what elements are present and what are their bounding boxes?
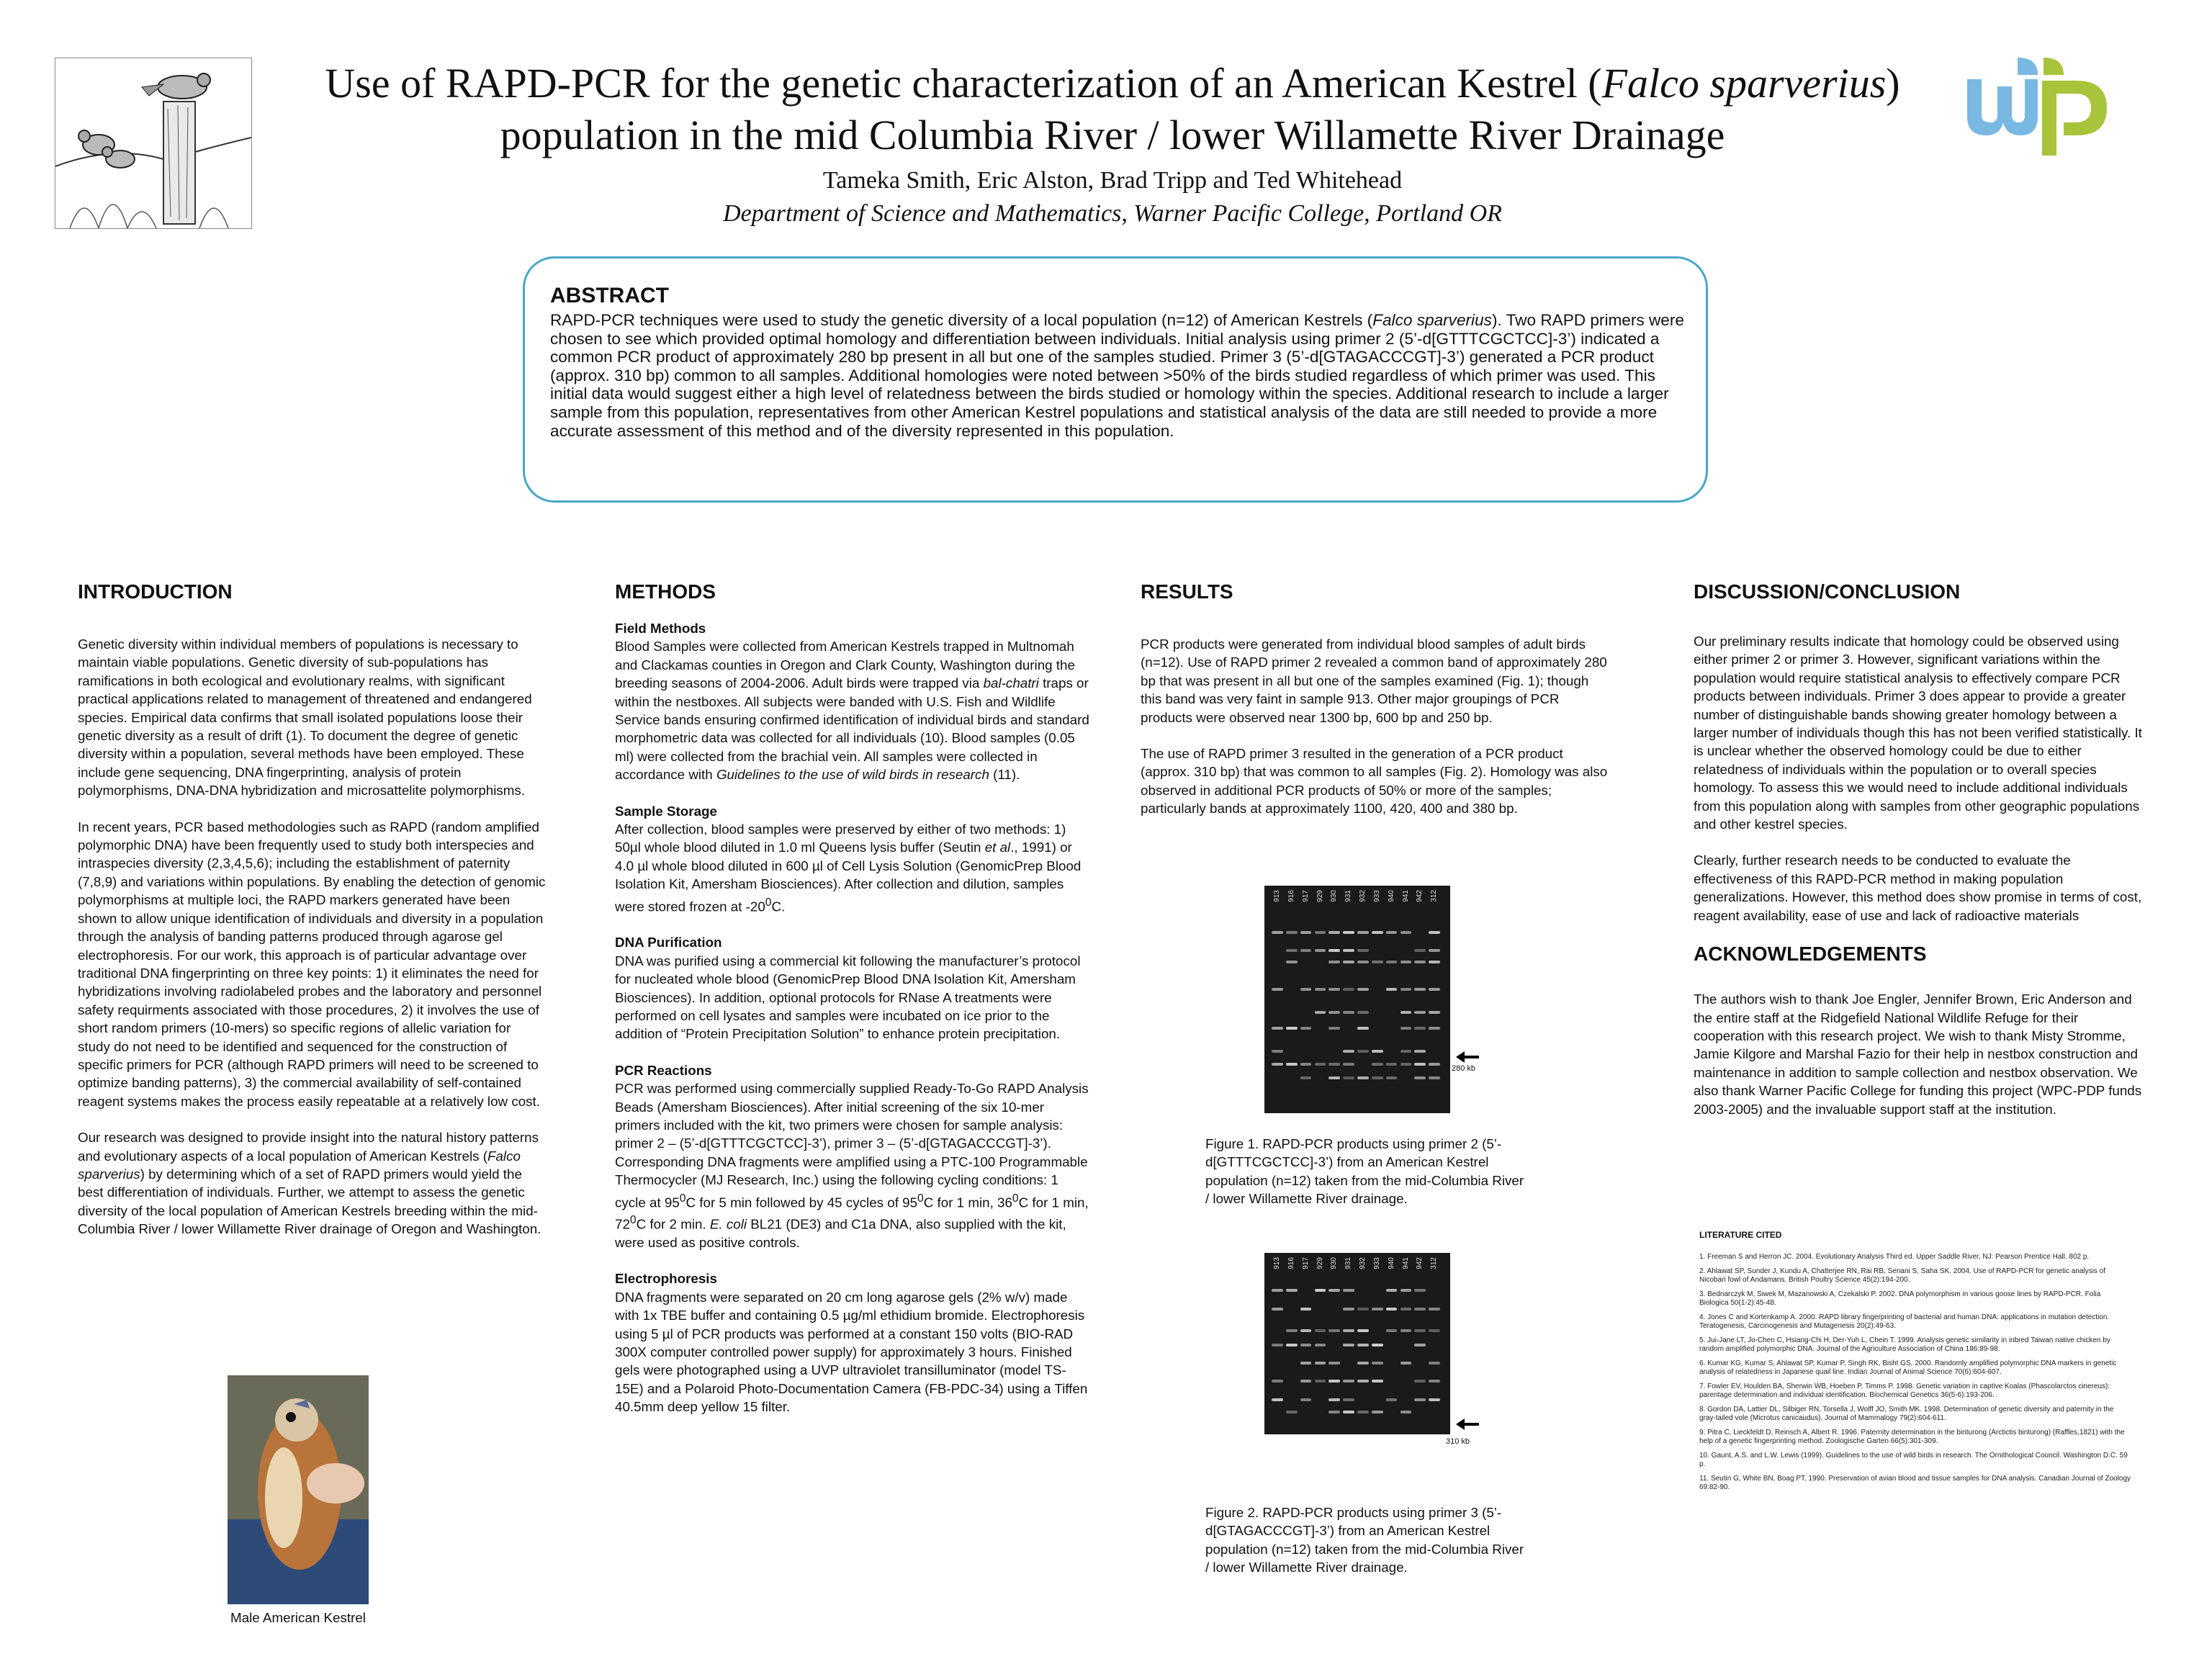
- gel-band: [1286, 961, 1298, 963]
- gel-band: [1328, 961, 1340, 963]
- gel-band: [1286, 949, 1298, 952]
- gel-band: [1315, 931, 1326, 934]
- pcr-b: C for 5 min followed by 45 cycles of 95: [685, 1194, 918, 1210]
- storage-a: After collection, blood samples were preserved by either of two methods: 1) 50µl whole blood diluted in 1.0 ml Queens lysis buffer (Seutin: [615, 822, 1066, 855]
- gel-band: [1401, 1063, 1412, 1066]
- results-paragraph-2: The use of RAPD primer 3 resulted in the generation of a PCR product (approx. 310 bp) that was common to all samples (Fig. 2). Homology was also observed in additional PCR products of 50% or more of the samples; particularly bands at approximately 1100, 420, 400 and 380 bp.: [1141, 746, 1608, 817]
- gel-band: [1272, 931, 1283, 934]
- pcr-c: C for 1 min, 36: [923, 1194, 1012, 1210]
- figure-2-caption: Figure 2. RAPD-PCR products using primer 3 (5’-d[GTAGACCCGT]-3’) from an American Kestrel population (n=12) taken from the mid-Columbia River / lower Willamette River drainage.: [1205, 1505, 1524, 1575]
- gel-band: [1386, 1076, 1398, 1079]
- gel-band: [1414, 1076, 1426, 1079]
- gel-band: [1315, 988, 1326, 991]
- gel-band: [1343, 1063, 1354, 1066]
- gel-band: [1414, 1398, 1426, 1401]
- gel-band: [1272, 1050, 1283, 1053]
- gel-band: [1386, 931, 1398, 934]
- gel-band: [1272, 988, 1283, 991]
- gel-band: [1272, 1027, 1283, 1030]
- gel-band: [1343, 949, 1354, 952]
- gel-band: [1343, 988, 1354, 991]
- pcr-sup-4: 0: [629, 1214, 637, 1227]
- gel-band: [1386, 1329, 1398, 1332]
- gel-band: [1343, 1380, 1354, 1382]
- discussion-paragraph-2: Clearly, further research needs to be conducted to evaluate the effectiveness of this RAPD-PCR method in making population generalizations. However, this method does show promise in terms of cost, reagent availability, ease of use and lack of radioactive materials: [1694, 853, 2142, 923]
- gel-band: [1328, 949, 1340, 952]
- marker-arrow-icon: [1463, 1423, 1479, 1426]
- gel-band: [1315, 1289, 1326, 1292]
- gel-band: [1429, 988, 1440, 991]
- gel-band: [1343, 1411, 1354, 1413]
- pcr-italic: E. coli: [709, 1216, 747, 1232]
- gel-band: [1357, 1308, 1369, 1310]
- gel-image-figure-2: [1264, 1253, 1450, 1434]
- gel-band: [1300, 1398, 1312, 1401]
- methods-heading: METHODS: [615, 580, 716, 603]
- pcr-reactions-heading: PCR Reactions: [615, 1062, 712, 1078]
- gel-band: [1372, 1344, 1383, 1346]
- gel-band: [1328, 1398, 1340, 1401]
- gel-band: [1286, 1027, 1298, 1030]
- lane-label: 929: [1316, 890, 1324, 902]
- title-line1-end: ): [1886, 60, 1900, 107]
- lane-label: 932: [1359, 890, 1367, 902]
- pcr-sup-2: 0: [917, 1192, 924, 1205]
- intro-p3-species: Falco sparverius: [78, 1148, 521, 1182]
- methods-section: [615, 580, 1090, 1434]
- gel-band: [1343, 1344, 1354, 1346]
- gel-band: [1315, 1329, 1326, 1332]
- gel-band: [1372, 1308, 1383, 1310]
- lane-label: 941: [1401, 1257, 1410, 1269]
- gel-band: [1343, 1329, 1354, 1332]
- gel-band: [1300, 949, 1312, 952]
- acknowledgements-text: The authors wish to thank Joe Engler, Jennifer Brown, Eric Anderson and the entire staff at the Ridgefield National Wildlife Refuge for their cooperation with this research project. We wish to thank Misty Stromme, Jamie Kilgore and Marshal Fazio for their help in nestbox construction and maintenance in addition to sample collection and nestbox observation. We also thank Warner Pacific College for funding this project (WPC-PDP funds 2003-2005) and the invaluable support staff at the institution.: [1694, 992, 2142, 1117]
- results-paragraph-1: PCR products were generated from individual blood samples of adult birds (n=12). Use of RAPD primer 2 revealed a common band of approximately 280 bp that was present in all but one of the samples examined (Fig. 1); though this band was very faint in sample 913. Other major groupings of PCR products were observed near 1300 bp, 600 bp and 250 bp.: [1141, 637, 1607, 725]
- abstract-text: [550, 311, 1688, 440]
- gel-band: [1272, 1289, 1283, 1292]
- field-italic-2: Guidelines to the use of wild birds in research: [716, 767, 989, 783]
- abstract-text-b: ). Two RAPD primers were chosen to see which provided optimal homology and differentiation between individuals. Initial analysis using primer 2 (5’-d[GTTTCGCTCC]-3’) indicated a common PCR product of approximately 280 bp present in all but one of the samples studied. Primer 3 (5’-d[GTAGACCCGT]-3’) generated a PCR product (approx. 310 bp) common to all samples. Additional homologies were noted between >50% of the birds studied regardless of which primer was used. This initial data would suggest either a high level of relatedness between the birds studied or homology within the species. Additional research to include a larger sample from this population, representatives from other American Kestrel populations and statistical analysis of the data are still needed to provide a more accurate assessment of this method and of the diversity represented in this population.: [550, 311, 1684, 440]
- reference-item: 2. Ahlawat SP, Sunder J, Kundu A, Chatterjee RN, Rai RB, Senani S, Saha SK. 2004. Use of RAPD-PCR for genetic analysis of Nicobari fowl of Andamans. British Poultry Science 45(2):194-200.: [1699, 1267, 2106, 1284]
- lane-label: 913: [1273, 890, 1281, 902]
- reference-item: 9. Pitra C, Lieckfeldt D, Reinsch A, Albert R. 1996. Paternity determination in the binturong (Arctictis binturong) (Raffles,1821) with the help of a genetic fingerprinting method. Zoologische Garten 66(5):301-309.: [1699, 1429, 2125, 1445]
- gel-band: [1429, 1063, 1440, 1066]
- gel-band: [1414, 1344, 1426, 1346]
- gel-band: [1357, 1380, 1369, 1382]
- lane-label: 941: [1401, 890, 1410, 902]
- abstract-species: Falco sparverius: [1372, 311, 1492, 329]
- gel-band: [1372, 1076, 1383, 1079]
- affiliation: Department of Science and Mathematics, Warner Pacific College, Portland OR: [723, 200, 1502, 227]
- gel-band: [1414, 1308, 1426, 1310]
- gel-band: [1401, 1362, 1412, 1364]
- gel-band: [1372, 1063, 1383, 1066]
- gel-band: [1300, 1362, 1312, 1364]
- gel-band: [1401, 961, 1412, 963]
- sample-storage-heading: Sample Storage: [615, 803, 717, 819]
- title-line2: population in the mid Columbia River / lower Willamette River Drainage: [500, 112, 1725, 158]
- gel-band: [1343, 1050, 1354, 1053]
- lane-label: 916: [1287, 890, 1295, 902]
- gel-band: [1386, 961, 1398, 963]
- lane-label: 940: [1387, 1257, 1395, 1269]
- reference-item: 5. Jui-Jane LT, Jo-Chen C, Hsiang-Chi H, Der-Yuh L, Chein T. 1999. Analysis genetic similarity in inbred Taiwan native chicken by random amplified polymorphic DNA. Journal of the Agriculture Association of China 186:89-98.: [1699, 1336, 2110, 1353]
- gel-band: [1315, 1063, 1326, 1066]
- gel-band: [1414, 1289, 1426, 1292]
- lane-label: 929: [1316, 1257, 1324, 1269]
- gel-band: [1343, 1289, 1354, 1292]
- gel-band: [1429, 1398, 1440, 1401]
- photo-caption: Male American Kestrel: [230, 1610, 366, 1625]
- electrophoresis-text: DNA fragments were separated on 20 cm long agarose gels (2% w/v) made with 1x TBE buffer and containing 0.5 µg/ml ethidium bromide. Electrophoresis using 5 µl of PCR products was performed at a constant 150 volts (BIO-RAD 300X computer controlled power supply) for approximately 3 hours. Finished gels were photographed using a UVP ultraviolet transilluminator (model TS-15E) and a Polaroid Photo-Documentation Camera (FB-PDC-34) using a Tiffen 40.5mm deep yellow 15 filter.: [615, 1289, 1088, 1415]
- gel-band: [1300, 1063, 1312, 1066]
- reference-item: 3. Bednarczyk M, Siwek M, Mazanowski A, Czekalski P. 2002. DNA polymorphism in various goose lines by RAPD-PCR. Folia Biologica 50(1-2):45-48.: [1699, 1290, 2101, 1307]
- gel-band: [1315, 1344, 1326, 1346]
- gel-band: [1386, 1289, 1398, 1292]
- gel-band: [1401, 1050, 1412, 1053]
- gel-band: [1414, 1011, 1426, 1014]
- gel-band: [1328, 1329, 1340, 1332]
- gel-band: [1357, 949, 1369, 952]
- gel-band: [1328, 1027, 1340, 1030]
- gel-band: [1343, 961, 1354, 963]
- gel-band: [1328, 1076, 1340, 1079]
- field-italic-1: bal-chatri: [983, 675, 1039, 691]
- kestrel-sketch-icon: [55, 58, 252, 229]
- abstract-heading: ABSTRACT: [550, 284, 669, 307]
- results-heading: RESULTS: [1141, 580, 1233, 603]
- gel-band: [1286, 1411, 1298, 1413]
- lane-label: 930: [1330, 1257, 1339, 1269]
- gel-band: [1286, 1344, 1298, 1346]
- introduction-section: [78, 580, 546, 1256]
- reference-item: 6. Kumar KG, Kumar S, Ahlawat SP, Kumar P, Singh RK, Bisht GS. 2000. Randomly amplified polymorphic DNA markers in genetic analysis of relatedness in Japanese quail line. Indian Journal of Animal Science 70(6):604-607.: [1699, 1359, 2117, 1376]
- gel-band: [1272, 1344, 1283, 1346]
- lane-label: 312: [1430, 890, 1439, 902]
- dna-purification-heading: DNA Purification: [615, 935, 722, 950]
- gel-band: [1328, 988, 1340, 991]
- intro-paragraph-2: In recent years, PCR based methodologies such as RAPD (random amplified polymorphic DNA) have been frequently used to study both interspecies and intraspecies diversity (2,3,4,5,6); including the establishment of paternity (7,8,9) and variations within populations. By enabling the detection of genomic polymorphisms at multiple loci, the RAPD markers generated have been shown to allow unique identification of individuals and diversity in a population through the analysis of banding patterns produced through agarose gel electrophoresis. For our work, this approach is of particular advantage over traditional DNA fingerprinting on three key points: 1) it eliminates the need for hybridizations involving radiolabeled probes and the laboratory and personnel safety requirments associated with those procedures, 2) it involves the use of short random primers (10-mers) so specific regions of allelic variation for study do not need to be identified and sequenced for the construction of specific primers for PCR (although RAPD primers will need to be screened to optimize banding patterns), 3) the commercial availability of self-contained reagent systems makes the process easily repeatable at a relatively low cost.: [78, 819, 546, 1109]
- figure-1-caption: Figure 1. RAPD-PCR products using primer 2 (5’-d[GTTTCGCTCC]-3’) from an American Kestrel population (n=12) taken from the mid-Columbia River / lower Willamette River drainage.: [1205, 1136, 1524, 1207]
- gel-band: [1429, 1380, 1440, 1382]
- gel-band: [1272, 1063, 1283, 1066]
- gel-band: [1372, 1380, 1383, 1382]
- storage-italic: et al: [984, 840, 1011, 855]
- gel-band: [1429, 1076, 1440, 1079]
- gel-band: [1328, 1380, 1340, 1382]
- gel-band: [1272, 1308, 1283, 1310]
- lane-label: 931: [1344, 890, 1353, 902]
- gel-band: [1357, 1411, 1369, 1413]
- intro-p3-a: Our research was designed to provide insight into the natural history patterns and evolutionary aspects of a local population of American Kestrels (: [78, 1130, 539, 1164]
- gel-band: [1286, 1329, 1298, 1332]
- reference-item: 1. Freeman S and Herron JC. 2004. Evolutionary Analysis Third ed. Upper Saddle River, NJ: Pearson Prentice Hall. 802 p.: [1699, 1253, 2090, 1261]
- gel-band: [1300, 1380, 1312, 1382]
- discussion-section: [1694, 580, 2147, 1136]
- authors: Tameka Smith, Eric Alston, Brad Tripp and Ted Whitehead: [822, 167, 1403, 194]
- kestrel-photo: [228, 1375, 369, 1604]
- gel-band: [1286, 931, 1298, 934]
- gel-band: [1429, 1329, 1440, 1332]
- lane-label: 933: [1372, 1257, 1381, 1269]
- reference-item: 10. Gaunt, A.S. and L.W. Lewis (1999). Guidelines to the use of wild birds in research. The Ornithological Council. Washington D.C. 59 p.: [1699, 1452, 2128, 1468]
- gel-band: [1343, 1398, 1354, 1401]
- gel-band: [1328, 931, 1340, 934]
- lane-label: 931: [1344, 1257, 1353, 1269]
- gel-band: [1401, 1289, 1412, 1292]
- gel-band: [1429, 931, 1440, 934]
- storage-sup: 0: [765, 896, 772, 909]
- gel-band: [1429, 1362, 1440, 1364]
- lane-label: 940: [1387, 890, 1395, 902]
- title-species: Falco sparverius: [1601, 60, 1887, 107]
- gel-band: [1386, 988, 1398, 991]
- gel-band: [1328, 1011, 1340, 1014]
- gel-band: [1372, 1050, 1383, 1053]
- acknowledgements-heading: ACKNOWLEDGEMENTS: [1694, 943, 1927, 966]
- gel-band: [1401, 1329, 1412, 1332]
- poster-title: [274, 58, 1951, 161]
- lane-label: 916: [1287, 1257, 1295, 1269]
- gel-band: [1429, 961, 1440, 963]
- gel-band: [1357, 1076, 1369, 1079]
- electrophoresis-heading: Electrophoresis: [615, 1271, 717, 1287]
- storage-c: C.: [771, 898, 786, 914]
- gel-band: [1414, 1380, 1426, 1382]
- pcr-f: BL21 (DE3) and C1a DNA, also supplied with the kit, were used as positive controls.: [615, 1216, 1066, 1250]
- gel-band: [1286, 1063, 1298, 1066]
- gel-band: [1414, 1050, 1426, 1053]
- gel-band: [1343, 931, 1354, 934]
- lane-label: 942: [1416, 890, 1424, 902]
- gel-band: [1328, 1063, 1340, 1066]
- gel-band: [1357, 1344, 1369, 1346]
- discussion-paragraph-1: Our preliminary results indicate that homology could be observed using either primer 2 or primer 3. However, significant variations within the population would require statistical analysis to effectively compare PCR products between individuals. Primer 3 does appear to provide a greater number of distinguishable bands showing greater homology between a larger number of individuals though this has not been verified statistically. It is unclear whether the observed homology could be due to either relatedness of individuals within the population or to overall species homology. To assess this we would need to include additional individuals from this population along with samples from other geographic populations and other kestrel species.: [1694, 634, 2142, 832]
- gel-band: [1357, 931, 1369, 934]
- gel-band: [1357, 1329, 1369, 1332]
- gel-band: [1401, 931, 1412, 934]
- results-section: [1141, 580, 1609, 836]
- field-methods-heading: Field Methods: [615, 621, 706, 636]
- gel-band: [1357, 961, 1369, 963]
- gel-band: [1357, 1050, 1369, 1053]
- literature-heading: LITERATURE CITED: [1699, 1230, 1782, 1240]
- pcr-e: C for 2 min.: [636, 1216, 710, 1232]
- lane-label: 917: [1301, 1257, 1310, 1269]
- reference-item: 4. Jones C and Kortenkamp A. 2000. RAPD library fingerprinting of bacterial and human DNA: applications in mutation detection. Teratogenesis, Carcinogenesis and Mutagenesis 20(2):49-63.: [1699, 1313, 2110, 1330]
- lane-label: 913: [1273, 1257, 1281, 1269]
- gel-band: [1401, 988, 1412, 991]
- sample-storage-text: [615, 820, 1090, 915]
- gel-band: [1328, 1362, 1340, 1364]
- fig1-marker-label: 280 kb: [1452, 1064, 1476, 1073]
- pcr-reactions-text: [615, 1079, 1090, 1251]
- gel-band: [1414, 1329, 1426, 1332]
- gel-band: [1343, 1076, 1354, 1079]
- marker-arrow-icon: [1463, 1056, 1479, 1058]
- gel-band: [1401, 1308, 1412, 1310]
- gel-band: [1315, 1362, 1326, 1364]
- discussion-heading: DISCUSSION/CONCLUSION: [1694, 580, 1961, 603]
- field-a: Blood Samples were collected from American Kestrels trapped in Multnomah and Clackamas counties in Oregon and Clark County, Washington during the breeding seasons of 2004-2006. Adult birds were trapped via: [615, 639, 1075, 691]
- gel-band: [1386, 1398, 1398, 1401]
- lane-label: 312: [1430, 1257, 1439, 1269]
- gel-band: [1372, 961, 1383, 963]
- fig2-marker-label: 310 kb: [1446, 1437, 1470, 1446]
- gel-band: [1328, 1411, 1340, 1413]
- lane-label: 942: [1416, 1257, 1424, 1269]
- gel-band: [1272, 1398, 1283, 1401]
- lane-label: 930: [1330, 890, 1339, 902]
- gel-band: [1315, 949, 1326, 952]
- gel-band: [1272, 1380, 1283, 1382]
- gel-band: [1372, 931, 1383, 934]
- gel-band: [1286, 1289, 1298, 1292]
- gel-image-figure-1: [1264, 886, 1450, 1113]
- storage-b: ., 1991) or 4.0 µl whole blood diluted in 600 µl of Cell Lysis Solution (GenomicPrep Blood Isolation Kit, Amersham Biosciences). After collection and dilution, samples were stored frozen at -20: [615, 840, 1082, 914]
- gel-band: [1357, 988, 1369, 991]
- gel-band: [1429, 1011, 1440, 1014]
- pcr-sup-1: 0: [679, 1192, 686, 1205]
- gel-band: [1429, 1308, 1440, 1310]
- reference-item: 8. Gordon DA, Lattier DL, Silbiger RN, Torsella J, Wolff JO, Smith MK. 1998. Determination of genetic diversity and paternity in the gray-tailed vole (Microtus canicaudus). Journal of Mammalogy 79(2):604-611.: [1699, 1406, 2114, 1422]
- lane-label: 932: [1359, 1257, 1367, 1269]
- gel-band: [1414, 1063, 1426, 1066]
- lane-label: 933: [1372, 890, 1381, 902]
- pcr-a: PCR was performed using commercially supplied Ready-To-Go RAPD Analysis Beads (Amersham Biosciences). After initial screening of the six 10-mer primers included with the kit, two primers were chosen for sample analysis: primer 2 – (5’-d[GTTTCGCTCC]-3’), primer 3 – (5’-d[GTAGACCCGT]-3’). Corresponding DNA fragments were amplified using a PTC-100 Programmable Thermocycler (MJ Research, Inc.) using the following cycling conditions: 1 cycle at 95: [615, 1081, 1089, 1210]
- gel-band: [1300, 1329, 1312, 1332]
- gel-band: [1328, 1289, 1340, 1292]
- wp-logo-icon: [1963, 58, 2123, 156]
- gel-band: [1300, 1076, 1312, 1079]
- gel-band: [1401, 1011, 1412, 1014]
- gel-band: [1401, 1411, 1412, 1413]
- field-methods-text: [615, 637, 1090, 783]
- abstract-text-a: RAPD-PCR techniques were used to study the genetic diversity of a local population (n=12) of American Kestrels (: [550, 311, 1373, 329]
- field-b: traps or within the nestboxes. All subjects were banded with U.S. Fish and Wildlife Service bands ensuring confirmed identification of individual birds and standard morphometric data was collected for all individuals (10). Blood samples (0.05 ml) were collected from the brachial vein. All samples were collected in accordance with: [615, 675, 1089, 783]
- gel-band: [1414, 988, 1426, 991]
- gel-band: [1386, 1063, 1398, 1066]
- gel-band: [1429, 1027, 1440, 1030]
- gel-band: [1300, 931, 1312, 934]
- gel-band: [1315, 1011, 1326, 1014]
- introduction-heading: INTRODUCTION: [78, 580, 233, 603]
- gel-band: [1300, 988, 1312, 991]
- reference-item: 7. Fowler EV, Houlden BA, Sherwin WB, Hoeben P, Timms P. 1998. Genetic variation in captive Koalas (Phascolarctos cinereus): parentage determination and individual identification. Biochemical Genetics 36(5-6):193-206.: [1699, 1382, 2110, 1399]
- gel-band: [1357, 1011, 1369, 1014]
- gel-band: [1315, 1380, 1326, 1382]
- lane-label: 917: [1301, 890, 1310, 902]
- gel-band: [1401, 1027, 1412, 1030]
- gel-band: [1343, 1011, 1354, 1014]
- dna-purification-text: DNA was purified using a commercial kit following the manufacturer’s protocol for nucleated whole blood (GenomicPrep Blood DNA Isolation Kit, Amersham Biosciences). In addition, optional protocols for RNase A treatments were performed on cell lysates and samples were incubated on ice prior to the addition of “Protein Precipitation Solution” to enhance protein precipitation.: [615, 953, 1081, 1042]
- gel-band: [1343, 1308, 1354, 1310]
- gel-band: [1414, 949, 1426, 952]
- intro-paragraph-3: [78, 1128, 546, 1238]
- literature-section: [1699, 1230, 2131, 1498]
- gel-band: [1429, 949, 1440, 952]
- intro-paragraph-1: Genetic diversity within individual members of populations is necessary to maintain viable populations. Genetic diversity of sub-populations has ramifications in both ecological and evolutionary realms, with significant practical applications related to management of threatened and endangered species. Empirical data confirms that small isolated populations loose their genetic diversity as a result of drift (1). To document the degree of genetic diversity within a population, several methods have been employed. These include gene sequencing, DNA fingerprinting, analysis of protein polymorphisms, DNA-DNA hybridization and microsattelite polymorphisms.: [78, 637, 532, 799]
- intro-p3-b: ) by determining which of a set of RAPD primers would yield the best differentiation of individuals. Further, we attempt to assess the genetic diversity of the local population of American Kestrels breeding within the mid-Columbia River / lower Willamette River drainage of Oregon and Washington.: [78, 1166, 541, 1237]
- gel-band: [1414, 1027, 1426, 1030]
- gel-band: [1372, 1411, 1383, 1413]
- pcr-d: C for 1 min, 72: [615, 1194, 1089, 1232]
- reference-item: 11. Seutin G, White BN, Boag PT. 1990. Preservation of avian blood and tissue samples for DNA analysis. Canadian Journal of Zoology 69:82-90.: [1699, 1475, 2131, 1491]
- gel-band: [1414, 961, 1426, 963]
- gel-band: [1386, 1308, 1398, 1310]
- gel-band: [1300, 1308, 1312, 1310]
- pcr-sup-3: 0: [1012, 1192, 1019, 1205]
- gel-band: [1300, 1027, 1312, 1030]
- gel-band: [1357, 1362, 1369, 1364]
- gel-band: [1372, 1362, 1383, 1364]
- gel-band: [1300, 1344, 1312, 1346]
- field-c: (11).: [989, 767, 1020, 783]
- gel-band: [1357, 1027, 1369, 1030]
- title-line1: Use of RAPD-PCR for the genetic characterization of an American Kestrel (: [325, 60, 1602, 107]
